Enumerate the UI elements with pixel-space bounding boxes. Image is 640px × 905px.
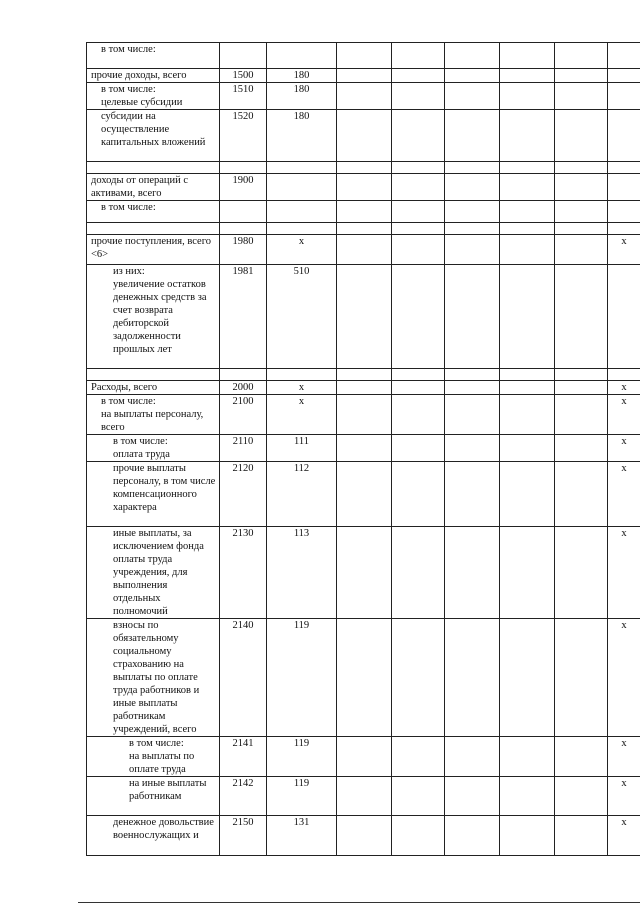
row-value-cell [445,83,500,110]
row-value-cell [392,83,445,110]
row-value-cell [337,462,392,527]
table-row [87,174,640,201]
row-kbk-cell: 119 [267,619,337,737]
row-kbk-cell: x [267,395,337,435]
row-name-line: взносы по обязательному социальному страхованию на выплаты по оплате труда работников и иные выплаты работникам учреждений, всего [113,620,200,735]
row-value-cell [392,737,445,777]
row-value-cell [392,816,445,856]
row-name-cell [87,816,220,856]
row-code-cell [220,201,267,223]
plan-table [86,42,640,856]
row-value-cell [337,619,392,737]
row-kbk-cell: 180 [267,83,337,110]
row-value-cell [500,201,555,223]
row-name-cell [87,69,220,83]
table-row [87,462,640,527]
row-value-cell [445,174,500,201]
row-value-cell [500,265,555,369]
row-name-line: из них: [113,266,145,277]
row-name-cell [87,43,220,69]
row-kbk-cell [267,174,337,201]
table-row [87,201,640,223]
row-value-cell [500,110,555,162]
row-last-cell [608,69,640,83]
row-value-cell [555,83,608,110]
row-value-cell [500,381,555,395]
row-name-line: в том числе: [129,738,184,749]
row-name-line: в том числе: [101,44,156,55]
row-value-cell [500,69,555,83]
table-row [87,816,640,856]
row-kbk-cell: 111 [267,435,337,462]
row-value-cell [500,527,555,619]
row-kbk-cell: 180 [267,69,337,83]
table-row [87,395,640,435]
row-name-line: на иные выплаты работникам [129,778,207,802]
row-kbk-cell [267,43,337,69]
row-value-cell [445,201,500,223]
row-value-cell [555,43,608,69]
row-value-cell [500,816,555,856]
row-name-cell [87,381,220,395]
row-code-cell: 1900 [220,174,267,201]
row-value-cell [392,435,445,462]
row-name-line: оплата труда [113,449,170,460]
row-value-cell [500,174,555,201]
row-code-cell: 1510 [220,83,267,110]
row-value-cell [555,816,608,856]
row-value-cell [337,816,392,856]
row-value-cell [555,369,608,381]
row-value-cell [555,162,608,174]
row-name-cell [87,110,220,162]
row-value-cell [555,265,608,369]
row-kbk-cell: 131 [267,816,337,856]
row-code-cell: 2120 [220,462,267,527]
row-name-line: прочие выплаты персоналу, в том числе компенсационного характера [113,463,216,513]
row-kbk-cell: 119 [267,737,337,777]
row-last-cell [608,110,640,162]
table-row [87,43,640,69]
row-value-cell [337,69,392,83]
row-value-cell [500,43,555,69]
row-value-cell [337,369,392,381]
row-name-line: в том числе: [113,436,168,447]
row-value-cell [392,265,445,369]
row-kbk-cell: 113 [267,527,337,619]
row-value-cell [555,69,608,83]
row-value-cell [555,395,608,435]
row-value-cell [500,162,555,174]
row-value-cell [445,462,500,527]
row-value-cell [445,235,500,265]
row-last-cell [608,201,640,223]
row-value-cell [392,619,445,737]
row-last-cell [608,174,640,201]
table-row [87,381,640,395]
row-last-cell: x [608,235,640,265]
row-name-line: иные выплаты, за исключением фонда оплаты труда учреждения, для выполнения отдельных полномочий [113,528,204,617]
row-value-cell [555,381,608,395]
row-kbk-cell: x [267,381,337,395]
row-name-cell [87,369,220,381]
row-value-cell [392,174,445,201]
row-name-cell [87,201,220,223]
table-row [87,235,640,265]
row-last-cell: x [608,777,640,816]
table-body [87,43,640,856]
table-row [87,223,640,235]
row-code-cell: 1520 [220,110,267,162]
row-name-line: в том числе: [101,396,156,407]
row-value-cell [337,223,392,235]
row-name-cell [87,162,220,174]
row-kbk-cell [267,162,337,174]
row-value-cell [392,223,445,235]
row-last-cell: x [608,816,640,856]
row-value-cell [555,174,608,201]
row-code-cell: 1981 [220,265,267,369]
row-value-cell [500,223,555,235]
row-value-cell [555,201,608,223]
row-code-cell: 2110 [220,435,267,462]
row-value-cell [392,201,445,223]
row-value-cell [445,223,500,235]
row-value-cell [445,69,500,83]
row-code-cell [220,223,267,235]
row-value-cell [337,174,392,201]
row-value-cell [445,381,500,395]
row-kbk-cell [267,369,337,381]
row-code-cell: 2100 [220,395,267,435]
row-last-cell: x [608,435,640,462]
row-value-cell [500,462,555,527]
row-value-cell [500,395,555,435]
row-name-cell [87,235,220,265]
row-value-cell [337,737,392,777]
row-value-cell [555,435,608,462]
row-last-cell [608,265,640,369]
row-value-cell [500,83,555,110]
row-value-cell [445,162,500,174]
row-last-cell [608,223,640,235]
row-value-cell [445,110,500,162]
row-kbk-cell: 112 [267,462,337,527]
row-value-cell [337,43,392,69]
row-last-cell: x [608,395,640,435]
row-value-cell [445,43,500,69]
row-kbk-cell [267,223,337,235]
row-name-line: целевые субсидии [101,97,183,108]
row-last-cell: x [608,737,640,777]
row-value-cell [392,395,445,435]
row-name-line: прочие доходы, всего [91,70,187,81]
row-code-cell: 1980 [220,235,267,265]
row-code-cell: 2130 [220,527,267,619]
row-name-cell [87,395,220,435]
row-last-cell: x [608,527,640,619]
row-name-line: прочие поступления, всего <6> [91,236,212,260]
row-kbk-cell: 510 [267,265,337,369]
row-last-cell [608,369,640,381]
row-value-cell [392,43,445,69]
row-code-cell: 2000 [220,381,267,395]
row-value-cell [392,462,445,527]
row-value-cell [445,527,500,619]
row-value-cell [555,777,608,816]
row-value-cell [337,83,392,110]
row-code-cell [220,43,267,69]
row-value-cell [337,395,392,435]
row-value-cell [555,110,608,162]
row-name-line: в том числе: [101,202,156,213]
row-code-cell: 2150 [220,816,267,856]
row-code-cell: 2140 [220,619,267,737]
row-code-cell: 2142 [220,777,267,816]
table-row [87,83,640,110]
row-name-cell [87,223,220,235]
row-value-cell [555,619,608,737]
row-name-cell [87,265,220,369]
table-row [87,162,640,174]
table-row [87,110,640,162]
row-value-cell [392,235,445,265]
row-value-cell [445,737,500,777]
row-name-cell [87,619,220,737]
row-value-cell [555,462,608,527]
table-row [87,777,640,816]
row-last-cell: x [608,462,640,527]
row-value-cell [500,619,555,737]
table-row [87,369,640,381]
row-value-cell [392,162,445,174]
row-value-cell [445,435,500,462]
table-row [87,737,640,777]
row-last-cell [608,83,640,110]
row-name-line: в том числе: [101,84,156,95]
row-name-line: на выплаты персоналу, всего [101,409,204,433]
row-value-cell [337,435,392,462]
bottom-rule [78,902,640,903]
row-value-cell [337,777,392,816]
row-name-cell [87,174,220,201]
row-value-cell [337,162,392,174]
table-row [87,69,640,83]
row-value-cell [500,235,555,265]
row-value-cell [337,110,392,162]
table-row [87,265,640,369]
row-value-cell [392,381,445,395]
row-value-cell [445,619,500,737]
row-value-cell [445,369,500,381]
row-name-line: субсидии на осуществление капитальных вложений [101,111,206,148]
row-last-cell [608,162,640,174]
row-value-cell [337,527,392,619]
row-value-cell [392,69,445,83]
row-value-cell [337,381,392,395]
row-value-cell [392,777,445,816]
row-name-cell [87,462,220,527]
row-name-line: денежное довольствие военнослужащих и [113,817,214,841]
row-value-cell [337,265,392,369]
row-value-cell [445,816,500,856]
row-kbk-cell: 119 [267,777,337,816]
row-last-cell: x [608,381,640,395]
row-value-cell [445,777,500,816]
row-kbk-cell: 180 [267,110,337,162]
table-row [87,527,640,619]
row-name-line: доходы от операций с активами, всего [91,175,189,199]
row-value-cell [392,369,445,381]
row-value-cell [555,737,608,777]
row-value-cell [500,369,555,381]
row-name-cell [87,527,220,619]
row-code-cell: 1500 [220,69,267,83]
row-name-line: увеличение остатков денежных средств за счет возврата дебиторской задолженности прошлых лет [113,279,207,355]
row-code-cell [220,369,267,381]
table-row [87,619,640,737]
row-code-cell: 2141 [220,737,267,777]
row-code-cell [220,162,267,174]
row-name-line: Расходы, всего [91,382,158,393]
row-value-cell [500,777,555,816]
row-last-cell: x [608,619,640,737]
row-name-cell [87,83,220,110]
row-value-cell [445,265,500,369]
row-kbk-cell [267,201,337,223]
row-value-cell [500,435,555,462]
row-value-cell [555,223,608,235]
row-name-line: на выплаты по оплате труда [129,751,195,775]
row-value-cell [445,395,500,435]
row-value-cell [337,235,392,265]
row-name-cell [87,435,220,462]
row-name-cell [87,777,220,816]
table-row [87,435,640,462]
row-value-cell [555,527,608,619]
row-value-cell [392,110,445,162]
row-value-cell [392,527,445,619]
row-value-cell [500,737,555,777]
row-name-cell [87,737,220,777]
row-kbk-cell: x [267,235,337,265]
row-value-cell [555,235,608,265]
row-value-cell [337,201,392,223]
row-last-cell [608,43,640,69]
